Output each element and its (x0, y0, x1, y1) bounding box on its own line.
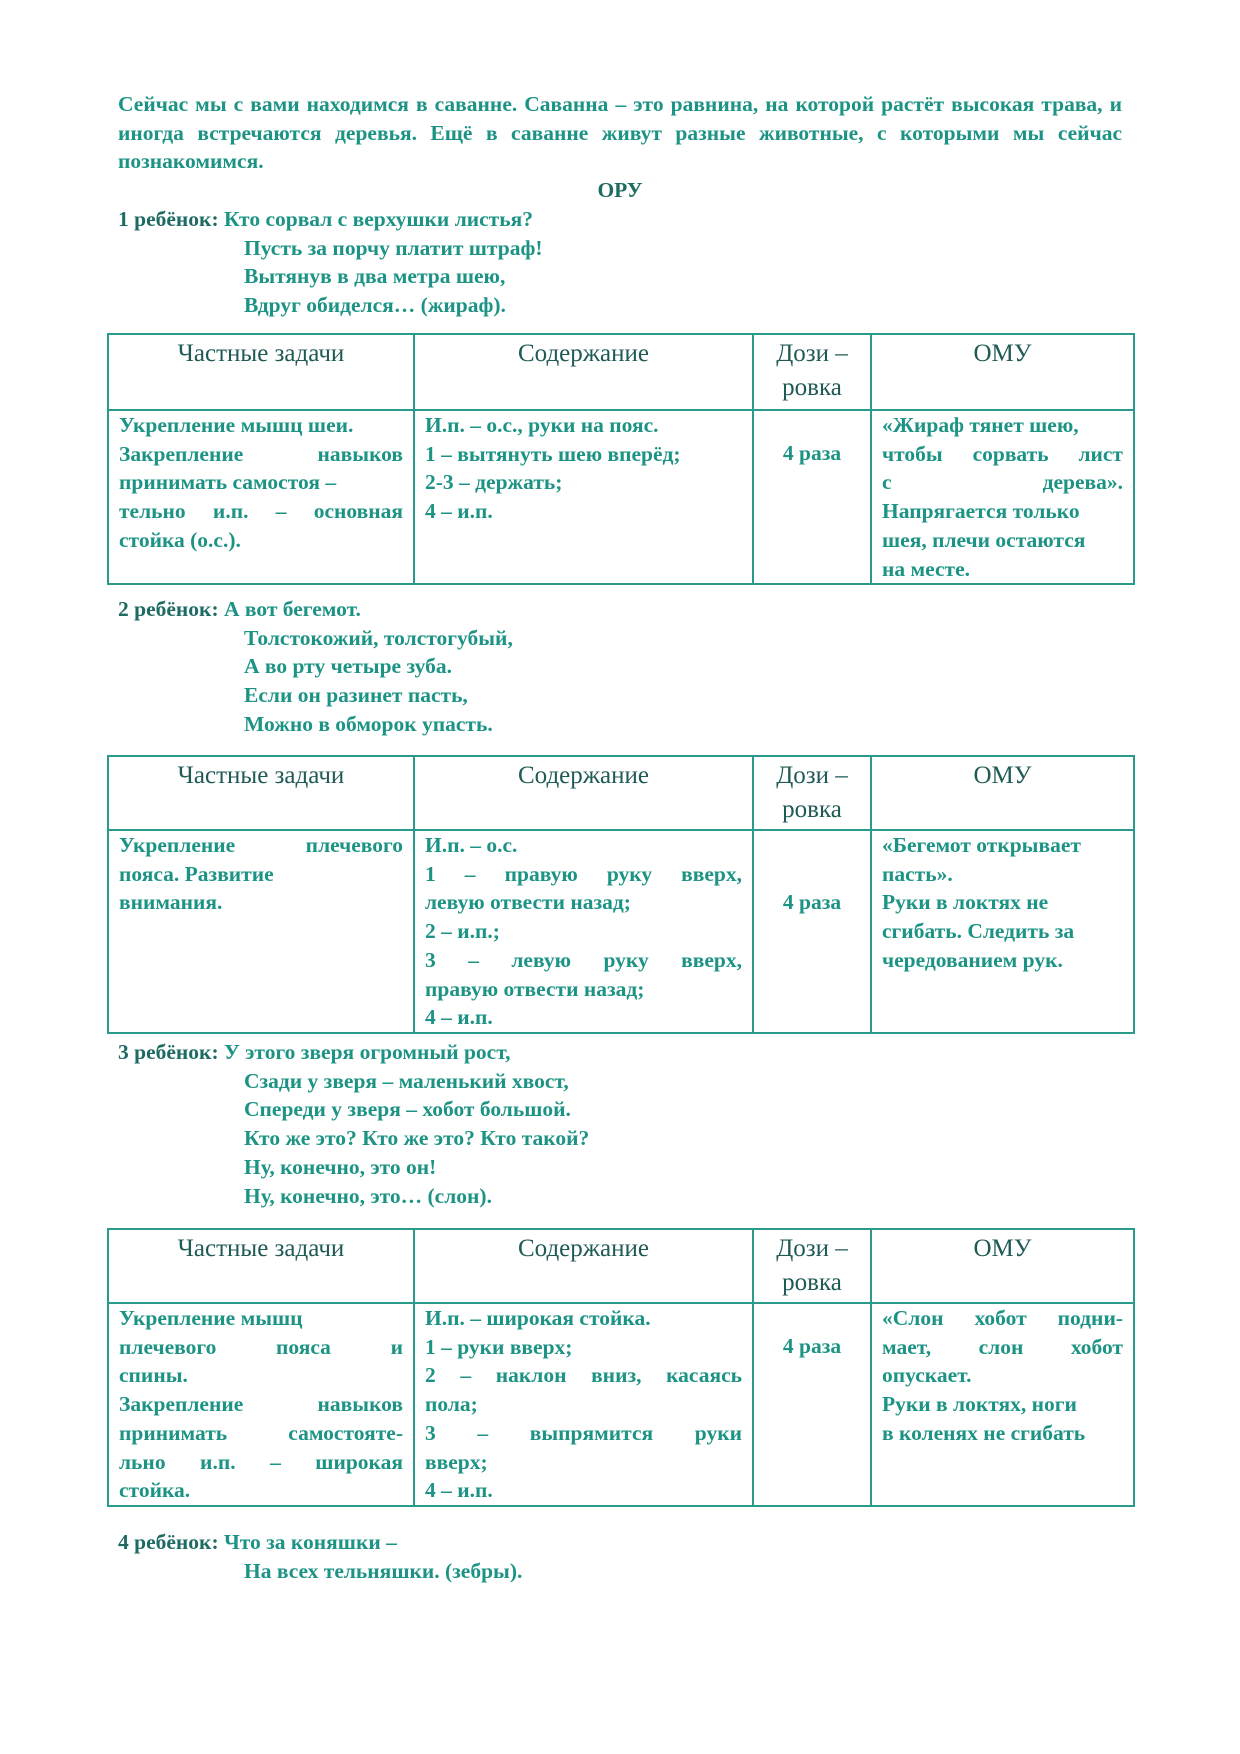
tasks-cell (108, 1303, 414, 1506)
cell-line: 3 – выпрямится руки (425, 1420, 742, 1445)
poem-line (118, 595, 1122, 624)
omu-cell (871, 1303, 1134, 1506)
tasks-cell (108, 830, 414, 1033)
header-omu: ОМУ (871, 1229, 1134, 1303)
poem-text: Что за коняшки – (223, 1530, 397, 1554)
speaker-label: 3 ребёнок: (118, 1040, 219, 1064)
cell-line: вверх; (425, 1449, 488, 1474)
poem-text: Толстокожий, толстогубый, (244, 625, 513, 650)
cell-line: в коленях не сгибать (882, 1420, 1086, 1445)
exercise-table-2 (107, 755, 1135, 1034)
cell-line: И.п. – о.с. (425, 833, 518, 857)
exercise-table-3 (107, 1228, 1135, 1507)
section-title: ОРУ (597, 178, 643, 202)
cell-line: стойка. (119, 1478, 191, 1503)
cell-line: Укрепление мышц (119, 1306, 303, 1330)
cell-line: 3 – левую руку вверх, (425, 947, 742, 972)
cell-line: чередованием рук. (882, 947, 1063, 972)
header-dosage-1: Дози – (776, 762, 848, 789)
poem-line (118, 205, 1122, 234)
header-dosage-2: ровка (782, 796, 842, 823)
content-cell (414, 1303, 753, 1506)
cell-line: И.п. – широкая стойка. (425, 1306, 651, 1330)
poem-line (118, 624, 1122, 653)
table-header-row (108, 756, 1134, 830)
poem-text: Ну, конечно, это он! (244, 1154, 437, 1179)
poem-text: Кто сорвал с верхушки листья? (223, 207, 533, 231)
cell-line: с дерева». (882, 470, 1123, 495)
header-dosage-2: ровка (782, 1269, 842, 1296)
poem-line (118, 1153, 1122, 1182)
header-omu: ОМУ (871, 756, 1134, 830)
cell-line: И.п. – о.с., руки на пояс. (425, 413, 659, 437)
poem-text: А во рту четыре зуба. (244, 654, 452, 679)
cell-line: Укрепление плечевого (119, 833, 403, 857)
speaker-label: 2 ребёнок: (118, 597, 219, 621)
poem-text: Можно в обморок упасть. (244, 711, 493, 736)
cell-line: плечевого пояса и (119, 1334, 403, 1359)
poem-line (118, 1067, 1122, 1096)
cell-line: 1 – правую руку вверх, (425, 861, 742, 886)
header-dosage (753, 1229, 871, 1303)
header-content: Содержание (414, 334, 753, 410)
content-cell (414, 830, 753, 1033)
cell-line: шея, плечи остаются (882, 527, 1086, 552)
poem-text: Сзади у зверя – маленький хвост, (244, 1068, 569, 1093)
poem-line (118, 1095, 1122, 1124)
poem-4 (118, 1528, 1122, 1585)
header-content: Содержание (414, 756, 753, 830)
cell-line: принимать самостоя – (119, 470, 337, 495)
poem-text: А вот бегемот. (223, 597, 361, 621)
poem-text: Пусть за порчу платит штраф! (244, 235, 543, 260)
cell-line: льно и.п. – широкая (119, 1449, 403, 1474)
cell-line: «Бегемот открывает (882, 833, 1081, 857)
poem-text: На всех тельняшки. (зебры). (244, 1558, 523, 1583)
cell-line: левую отвести назад; (425, 890, 631, 915)
tasks-cell (108, 410, 414, 584)
omu-cell (871, 410, 1134, 584)
poem-text: Кто же это? Кто же это? Кто такой? (244, 1126, 590, 1151)
cell-line: пояса. Развитие (119, 861, 274, 886)
poem-line (118, 681, 1122, 710)
table-header-row (108, 334, 1134, 410)
cell-line: 4 – и.п. (425, 499, 493, 524)
cell-line: 4 – и.п. (425, 1478, 493, 1503)
intro-paragraph: Сейчас мы с вами находимся в саванне. Саванна – это равнина, на которой растёт высокая трава, и иногда встречаются деревья. Ещё в саванне живут разные животные, с которыми мы сейчас познакомимся. (118, 92, 1122, 174)
cell-line: Напрягается только (882, 499, 1080, 524)
cell-line: внимания. (119, 890, 223, 915)
cell-line: 2-3 – держать; (425, 470, 563, 495)
poem-text: Если он разинет пасть, (244, 683, 468, 708)
speaker-label: 4 ребёнок: (118, 1530, 219, 1554)
header-dosage (753, 334, 871, 410)
cell-line: «Слон хобот подни- (882, 1306, 1123, 1330)
cell-line: на месте. (882, 556, 970, 581)
poem-line (118, 291, 1122, 320)
cell-line: мает, слон хобот (882, 1334, 1123, 1359)
header-dosage-2: ровка (782, 374, 842, 401)
cell-line: Руки в локтях, ноги (882, 1392, 1077, 1417)
poem-line (118, 1038, 1122, 1067)
cell-line: опускает. (882, 1363, 972, 1388)
cell-line: пасть». (882, 861, 953, 886)
poem-text: Ну, конечно, это… (слон). (244, 1183, 492, 1208)
poem-text: Вытянув в два метра шею, (244, 264, 506, 289)
poem-line (118, 1124, 1122, 1153)
header-dosage-1: Дози – (776, 1235, 848, 1262)
poem-line (118, 652, 1122, 681)
cell-line: 4 – и.п. (425, 1005, 493, 1030)
header-dosage-1: Дози – (776, 340, 848, 367)
content-cell (414, 410, 753, 584)
poem-text: Вдруг обиделся… (жираф). (244, 293, 506, 318)
cell-line: 1 – руки вверх; (425, 1334, 573, 1359)
header-tasks: Частные задачи (108, 756, 414, 830)
dosage-cell: 4 раза (753, 410, 871, 584)
cell-line: Руки в локтях не (882, 890, 1049, 915)
dosage-cell: 4 раза (753, 830, 871, 1033)
poem-2 (118, 595, 1122, 739)
poem-1 (118, 205, 1122, 320)
cell-line: 1 – вытянуть шею вперёд; (425, 441, 681, 466)
dosage-cell: 4 раза (753, 1303, 871, 1506)
poem-line (118, 710, 1122, 739)
cell-line: 2 – и.п.; (425, 919, 500, 944)
cell-line: чтобы сорвать лист (882, 441, 1123, 466)
cell-line: сгибать. Следить за (882, 919, 1075, 944)
header-tasks: Частные задачи (108, 1229, 414, 1303)
cell-line: правую отвести назад; (425, 976, 645, 1001)
cell-line: 2 – наклон вниз, касаясь (425, 1363, 742, 1388)
poem-line (118, 234, 1122, 263)
cell-line: спины. (119, 1363, 188, 1388)
cell-line: Закрепление навыков (119, 441, 403, 466)
cell-line: тельно и.п. – основная (119, 499, 403, 524)
poem-text: Спереди у зверя – хобот большой. (244, 1097, 571, 1122)
poem-line (118, 1528, 1122, 1557)
cell-line: Закрепление навыков (119, 1392, 403, 1417)
cell-line: Укрепление мышц шеи. (119, 413, 354, 437)
header-content: Содержание (414, 1229, 753, 1303)
poem-line (118, 262, 1122, 291)
speaker-label: 1 ребёнок: (118, 207, 219, 231)
table-row (108, 830, 1134, 1033)
cell-line: «Жираф тянет шею, (882, 413, 1079, 437)
poem-text: У этого зверя огромный рост, (223, 1040, 511, 1064)
table-row (108, 410, 1134, 584)
header-tasks: Частные задачи (108, 334, 414, 410)
cell-line: пола; (425, 1392, 478, 1417)
omu-cell (871, 830, 1134, 1033)
header-omu: ОМУ (871, 334, 1134, 410)
poem-line (118, 1182, 1122, 1211)
header-dosage (753, 756, 871, 830)
poem-line (118, 1557, 1122, 1586)
cell-line: стойка (о.с.). (119, 527, 241, 552)
exercise-table-1 (107, 333, 1135, 585)
cell-line: принимать самостояте- (119, 1420, 403, 1445)
table-row (108, 1303, 1134, 1506)
poem-3 (118, 1038, 1122, 1210)
table-header-row (108, 1229, 1134, 1303)
